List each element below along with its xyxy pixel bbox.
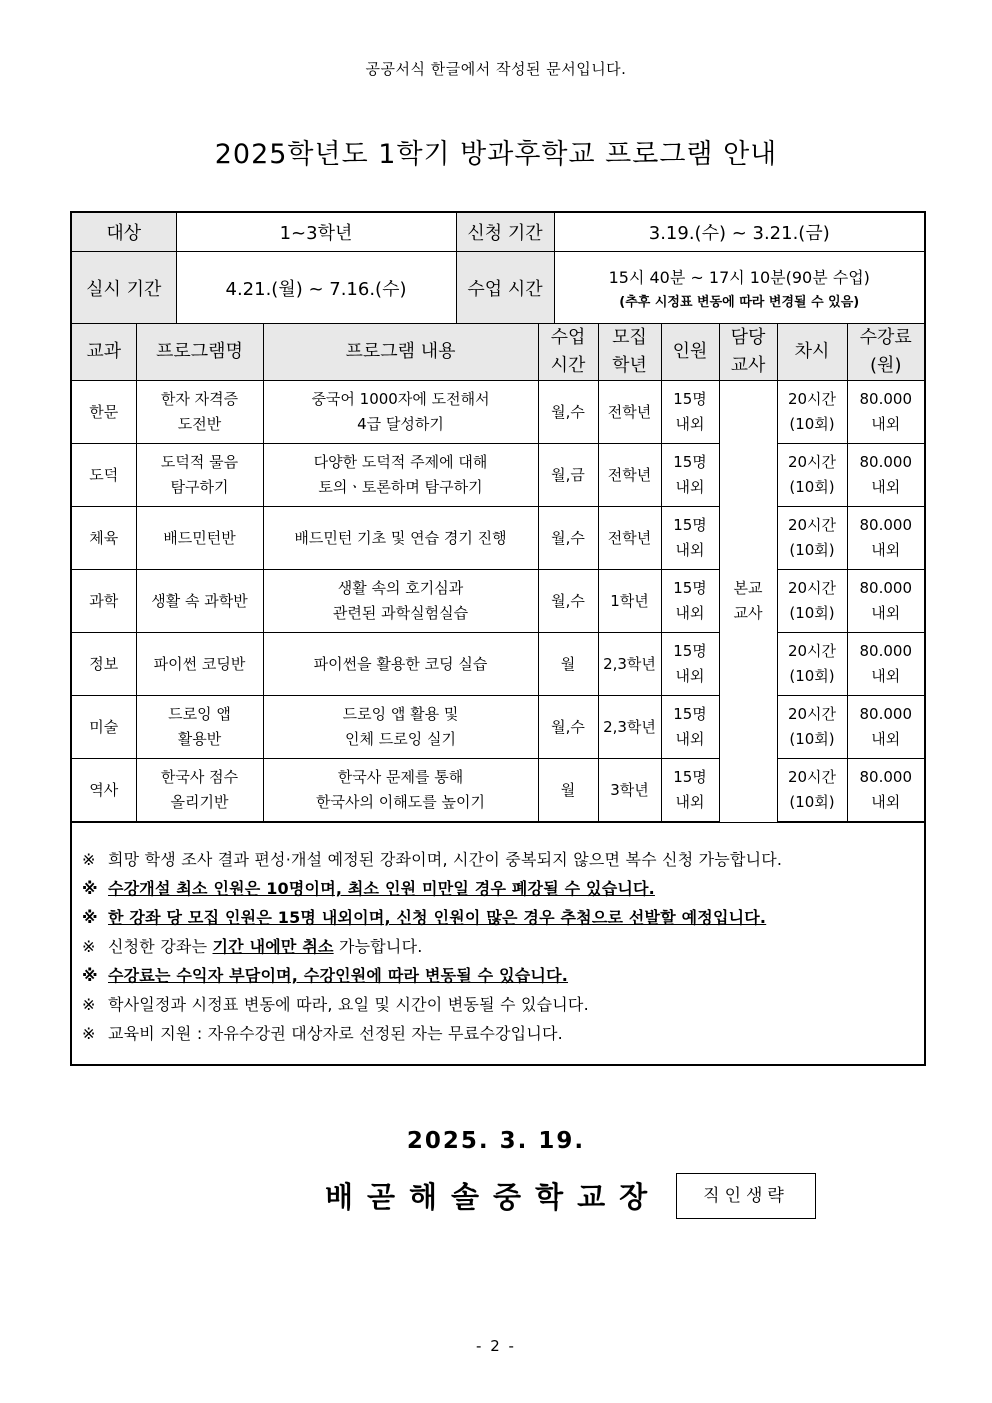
cell-line: 한국사 문제를 통해	[337, 768, 464, 786]
header-class-time	[538, 324, 598, 381]
class-days-cell: 월,수	[538, 507, 598, 570]
program-content-cell: 배드민턴 기초 및 연습 경기 진행	[263, 507, 538, 570]
note-text: 학사일정과 시정표 변동에 따라, 요일 및 시간이 변동될 수 있습니다.	[108, 995, 589, 1014]
cell-line: 인체 드로잉 실기	[345, 730, 456, 748]
capacity-cell	[661, 444, 719, 507]
cell-line: 다양한 도덕적 주제에 대해	[313, 453, 488, 471]
header-text: 모집	[612, 327, 647, 348]
class-days-cell: 월,수	[538, 570, 598, 633]
fee-cell	[847, 696, 924, 759]
subject-cell: 도덕	[72, 444, 136, 507]
table-row	[72, 507, 924, 570]
cell-line: 드로잉 앱	[168, 705, 231, 723]
subject-cell: 한문	[72, 381, 136, 444]
grade-cell: 2,3학년	[598, 633, 661, 696]
sessions-cell	[777, 759, 847, 823]
cell-line: (10회)	[789, 478, 835, 496]
fee-cell	[847, 633, 924, 696]
apply-period-label: 신청 기간	[456, 213, 554, 252]
cell-line: 도덕적 물음	[160, 453, 239, 471]
class-time-value: 15시 40분 ~ 17시 10분(90분 수업)	[608, 268, 870, 287]
sessions-cell	[777, 444, 847, 507]
program-name-cell	[136, 444, 263, 507]
capacity-cell	[661, 633, 719, 696]
grade-cell: 전학년	[598, 381, 661, 444]
table-row	[72, 759, 924, 823]
cell-line: 20시간	[787, 390, 837, 408]
header-sessions: 차시	[777, 324, 847, 381]
cell-line: 15명	[673, 453, 707, 471]
cell-line: 도전반	[177, 415, 222, 433]
cell-line: 20시간	[787, 768, 837, 786]
cell-line: 20시간	[787, 579, 837, 597]
class-time-cell	[554, 252, 924, 325]
header-text: 수업	[550, 327, 586, 348]
run-period-label: 실시 기간	[72, 252, 176, 325]
cell-line: 20시간	[787, 453, 837, 471]
program-name-cell	[136, 759, 263, 823]
cell-line: 내외	[871, 604, 901, 622]
header-fee	[847, 324, 924, 381]
note-text: 수강개설 최소 인원은 10명이며, 최소 인원 미만일 경우 폐강될 수 있습니다.	[108, 879, 655, 898]
program-name-cell: 생활 속 과학반	[136, 570, 263, 633]
cell-line: 15명	[673, 705, 707, 723]
subject-cell: 정보	[72, 633, 136, 696]
notes-section	[82, 845, 922, 1048]
cell-line: 내외	[871, 541, 901, 559]
grade-cell: 1학년	[598, 570, 661, 633]
reference-mark-icon: ※	[82, 879, 98, 898]
program-name-cell: 배드민턴반	[136, 507, 263, 570]
cell-line: 한국사의 이해도를 높이기	[316, 793, 485, 811]
document-title: 2025학년도 1학기 방과후학교 프로그램 안내	[214, 139, 778, 170]
note-text: 한 강좌 당 모집 인원은 15명 내외이며, 신청 인원이 많은 경우 추첨으로 선발할 예정입니다.	[108, 908, 767, 927]
header-grade	[598, 324, 661, 381]
subject-cell: 과학	[72, 570, 136, 633]
header-text: 학년	[612, 355, 647, 376]
reference-mark-icon: ※	[82, 850, 96, 869]
class-time-label: 수업 시간	[456, 252, 554, 325]
fee-cell	[847, 381, 924, 444]
table-row	[72, 696, 924, 759]
cell-line: (10회)	[789, 604, 835, 622]
grade-cell: 3학년	[598, 759, 661, 823]
cell-line: 한자 자격증	[160, 390, 239, 408]
header-text: 교사	[730, 355, 766, 376]
sessions-cell	[777, 633, 847, 696]
cell-line: 15명	[673, 642, 707, 660]
cell-line: (10회)	[789, 415, 835, 433]
header-text: 시간	[550, 355, 586, 376]
program-content-cell: 파이썬을 활용한 코딩 실습	[263, 633, 538, 696]
header-program-content: 프로그램 내용	[263, 324, 538, 381]
cell-line: 15명	[673, 768, 707, 786]
cell-line: 드로잉 앱 활용 및	[342, 705, 459, 723]
cell-line: 내외	[675, 478, 705, 496]
fee-cell	[847, 759, 924, 823]
cell-line: 80.000	[859, 579, 912, 597]
table-row	[72, 570, 924, 633]
table-header-row	[72, 324, 924, 381]
cell-line: 내외	[871, 667, 901, 685]
program-content-cell	[263, 759, 538, 823]
fee-cell	[847, 444, 924, 507]
cell-line: 생활 속의 호기심과	[337, 579, 464, 597]
grade-cell: 전학년	[598, 507, 661, 570]
cell-line: 15명	[673, 390, 707, 408]
fee-cell	[847, 507, 924, 570]
note-text: 신청한 강좌는	[108, 937, 213, 956]
header-text: (원)	[870, 355, 902, 376]
reference-mark-icon: ※	[82, 908, 98, 927]
cell-line: 중국어 1000자에 도전해서	[311, 390, 490, 408]
header-text: 담당	[730, 327, 766, 348]
cell-line: 20시간	[787, 705, 837, 723]
info-row	[72, 252, 924, 325]
cell-line: 내외	[871, 415, 901, 433]
cell-line: 80.000	[859, 453, 912, 471]
cell-line: 내외	[675, 541, 705, 559]
class-days-cell: 월	[538, 633, 598, 696]
subject-cell: 체육	[72, 507, 136, 570]
program-content-cell	[263, 444, 538, 507]
cell-line: 20시간	[787, 516, 837, 534]
grade-cell: 2,3학년	[598, 696, 661, 759]
capacity-cell	[661, 759, 719, 823]
cell-line: 내외	[675, 793, 705, 811]
cell-line: 80.000	[859, 516, 912, 534]
header-note: 공공서식 한글에서 작성된 문서입니다.	[365, 60, 627, 78]
subject-cell: 미술	[72, 696, 136, 759]
cell-line: 80.000	[859, 642, 912, 660]
reference-mark-icon: ※	[82, 995, 96, 1014]
capacity-cell	[661, 507, 719, 570]
class-days-cell: 월,금	[538, 444, 598, 507]
cell-line: (10회)	[789, 667, 835, 685]
info-row	[72, 213, 924, 252]
table-row	[72, 633, 924, 696]
header-subject: 교과	[72, 324, 136, 381]
table-row	[72, 381, 924, 444]
note-emphasis: 기간 내에만 취소	[212, 937, 334, 956]
program-name-cell	[136, 381, 263, 444]
cell-line: 탐구하기	[170, 478, 229, 496]
principal-signature: 배곧해솔중학교장	[325, 1180, 662, 1214]
cell-line: (10회)	[789, 541, 835, 559]
sessions-cell	[777, 570, 847, 633]
subject-cell: 역사	[72, 759, 136, 823]
program-content-cell	[263, 570, 538, 633]
class-time-note: (추후 시정표 변동에 따라 변경될 수 있음)	[619, 295, 860, 310]
header-text: 수강료	[859, 327, 912, 348]
note-item	[82, 961, 922, 990]
header-capacity: 인원	[661, 324, 719, 381]
reference-mark-icon: ※	[82, 966, 98, 985]
reference-mark-icon: ※	[82, 1024, 96, 1043]
cell-line: 내외	[675, 730, 705, 748]
cell-line: 내외	[871, 793, 901, 811]
sessions-cell	[777, 696, 847, 759]
cell-line: 본교	[733, 579, 763, 598]
note-text: 교육비 지원 : 자유수강권 대상자로 선정된 자는 무료수강입니다.	[108, 1024, 563, 1043]
cell-line: 15명	[673, 579, 707, 597]
issue-date: 2025. 3. 19.	[406, 1128, 586, 1154]
cell-line: 내외	[871, 478, 901, 496]
sessions-cell	[777, 507, 847, 570]
program-content-cell	[263, 381, 538, 444]
teacher-cell	[719, 381, 777, 823]
cell-line: 교사	[733, 604, 763, 623]
cell-line: 4급 달성하기	[357, 415, 444, 433]
program-name-cell: 파이썬 코딩반	[136, 633, 263, 696]
capacity-cell	[661, 381, 719, 444]
info-table	[72, 213, 924, 325]
note-text: 수강료는 수익자 부담이며, 수강인원에 따라 변동될 수 있습니다.	[108, 966, 569, 985]
cell-line: 내외	[675, 667, 705, 685]
table-row	[72, 444, 924, 507]
cell-line: 한국사 점수	[160, 768, 239, 786]
grade-cell: 전학년	[598, 444, 661, 507]
cell-line: 15명	[673, 516, 707, 534]
target-value: 1~3학년	[176, 213, 456, 252]
sessions-cell	[777, 381, 847, 444]
run-period-value: 4.21.(월) ~ 7.16.(수)	[176, 252, 456, 325]
cell-line: 활용반	[177, 730, 222, 748]
cell-line: 관련된 과학실험실습	[332, 604, 469, 622]
class-days-cell: 월,수	[538, 696, 598, 759]
note-item	[82, 990, 922, 1019]
note-text: 희망 학생 조사 결과 편성·개설 예정된 강좌이며, 시간이 중복되지 않으면 복수 신청 가능합니다.	[108, 850, 783, 869]
cell-line: 80.000	[859, 705, 912, 723]
cell-line: (10회)	[789, 730, 835, 748]
capacity-cell	[661, 570, 719, 633]
class-days-cell: 월,수	[538, 381, 598, 444]
note-item	[82, 845, 922, 874]
capacity-cell	[661, 696, 719, 759]
cell-line: 80.000	[859, 390, 912, 408]
header-program-name: 프로그램명	[136, 324, 263, 381]
program-table	[72, 324, 924, 823]
header-teacher	[719, 324, 777, 381]
note-item	[82, 932, 922, 961]
note-text: 가능합니다.	[333, 937, 423, 956]
page-number: - 2 -	[476, 1337, 516, 1355]
target-label: 대상	[72, 213, 176, 252]
fee-cell	[847, 570, 924, 633]
cell-line: 올리기반	[170, 793, 229, 811]
cell-line: 토의ㆍ토론하며 탐구하기	[318, 478, 483, 496]
notice-frame	[70, 211, 926, 1066]
apply-period-value: 3.19.(수) ~ 3.21.(금)	[554, 213, 924, 252]
note-item	[82, 874, 922, 903]
cell-line: 내외	[675, 604, 705, 622]
cell-line: (10회)	[789, 793, 835, 811]
cell-line: 내외	[871, 730, 901, 748]
note-item	[82, 1019, 922, 1048]
seal-box: 직인생략	[676, 1173, 816, 1219]
cell-line: 20시간	[787, 642, 837, 660]
reference-mark-icon: ※	[82, 937, 96, 956]
cell-line: 80.000	[859, 768, 912, 786]
note-item	[82, 903, 922, 932]
program-content-cell	[263, 696, 538, 759]
program-name-cell	[136, 696, 263, 759]
cell-line: 내외	[675, 415, 705, 433]
class-days-cell: 월	[538, 759, 598, 823]
